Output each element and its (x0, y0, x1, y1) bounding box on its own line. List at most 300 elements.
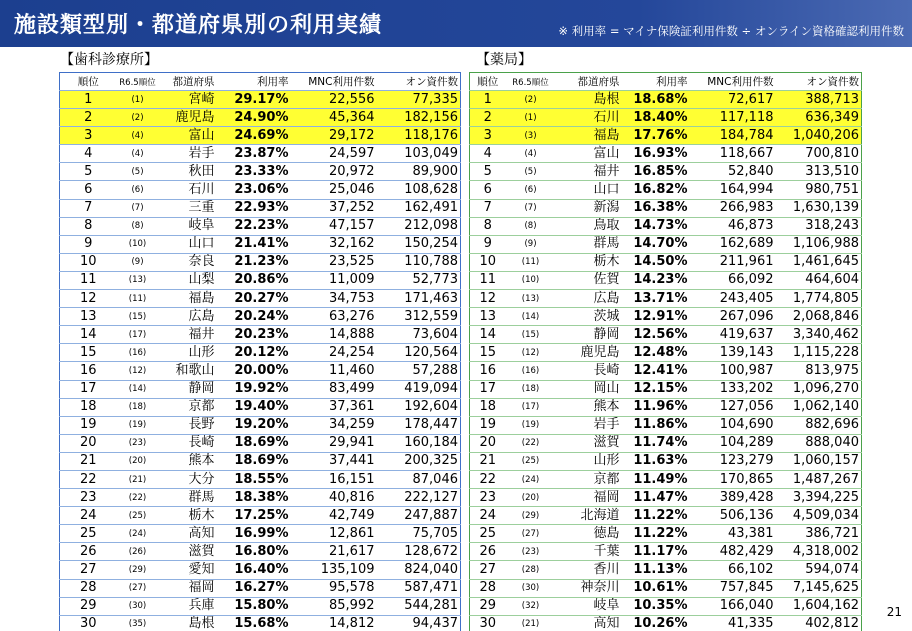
dental-table-header (60, 73, 461, 91)
mnc-count-cell: 24,254 (291, 344, 377, 362)
table-row (60, 271, 461, 289)
rank-cell: 22 (470, 470, 506, 488)
table-row (60, 109, 461, 127)
mnc-count-cell: 66,102 (690, 561, 776, 579)
prev-rank-cell: (14) (117, 380, 159, 398)
onshi-count-cell: 4,318,002 (776, 543, 862, 561)
rate-cell: 18.69% (217, 452, 291, 470)
mnc-count-cell: 506,136 (690, 507, 776, 525)
prev-rank-cell: (12) (506, 344, 556, 362)
header-mnc-count: MNC利用件数 (291, 73, 377, 91)
table-row (470, 380, 862, 398)
prefecture-cell: 福井 (159, 326, 217, 344)
prefecture-cell: 神奈川 (556, 579, 622, 597)
prefecture-cell: 福岡 (556, 489, 622, 507)
prev-rank-cell: (6) (117, 181, 159, 199)
onshi-count-cell: 1,461,645 (776, 253, 862, 271)
table-row (470, 579, 862, 597)
onshi-count-cell: 94,437 (377, 615, 461, 631)
mnc-count-cell: 243,405 (690, 290, 776, 308)
rate-cell: 18.69% (217, 434, 291, 452)
prefecture-cell: 高知 (159, 525, 217, 543)
rate-cell: 22.23% (217, 217, 291, 235)
rate-cell: 24.69% (217, 127, 291, 145)
rate-cell: 20.12% (217, 344, 291, 362)
header-prev-rank: R6.5順位 (506, 73, 556, 91)
onshi-count-cell: 636,349 (776, 109, 862, 127)
prev-rank-cell: (1) (506, 109, 556, 127)
table-row (60, 543, 461, 561)
table-row (470, 109, 862, 127)
rate-cell: 16.40% (217, 561, 291, 579)
prefecture-cell: 高知 (556, 615, 622, 631)
rank-cell: 2 (470, 109, 506, 127)
rate-cell: 16.82% (622, 181, 690, 199)
header-rate: 利用率 (622, 73, 690, 91)
mnc-count-cell: 170,865 (690, 470, 776, 488)
table-row (60, 290, 461, 308)
table-row (60, 181, 461, 199)
mnc-count-cell: 52,840 (690, 163, 776, 181)
prev-rank-cell: (10) (117, 235, 159, 253)
prev-rank-cell: (19) (506, 416, 556, 434)
rate-cell: 19.92% (217, 380, 291, 398)
rate-cell: 16.99% (217, 525, 291, 543)
prefecture-cell: 徳島 (556, 525, 622, 543)
rate-cell: 14.70% (622, 235, 690, 253)
mnc-count-cell: 42,749 (291, 507, 377, 525)
prev-rank-cell: (23) (506, 543, 556, 561)
prefecture-cell: 鹿児島 (556, 344, 622, 362)
rank-cell: 14 (470, 326, 506, 344)
table-row (470, 235, 862, 253)
rate-cell: 12.56% (622, 326, 690, 344)
rate-cell: 13.71% (622, 290, 690, 308)
mnc-count-cell: 139,143 (690, 344, 776, 362)
table-row (470, 561, 862, 579)
rank-cell: 15 (60, 344, 117, 362)
prefecture-cell: 大分 (159, 470, 217, 488)
prev-rank-cell: (15) (506, 326, 556, 344)
rank-cell: 2 (60, 109, 117, 127)
onshi-count-cell: 110,788 (377, 253, 461, 271)
onshi-count-cell: 312,559 (377, 308, 461, 326)
rate-cell: 20.27% (217, 290, 291, 308)
prev-rank-cell: (4) (117, 127, 159, 145)
header-rate: 利用率 (217, 73, 291, 91)
prefecture-cell: 秋田 (159, 163, 217, 181)
mnc-count-cell: 83,499 (291, 380, 377, 398)
prev-rank-cell: (18) (117, 398, 159, 416)
prev-rank-cell: (20) (117, 452, 159, 470)
prev-rank-cell: (20) (506, 489, 556, 507)
rank-cell: 24 (470, 507, 506, 525)
prev-rank-cell: (12) (117, 362, 159, 380)
rank-cell: 3 (470, 127, 506, 145)
onshi-count-cell: 594,074 (776, 561, 862, 579)
prev-rank-cell: (9) (117, 253, 159, 271)
mnc-count-cell: 11,009 (291, 271, 377, 289)
rank-cell: 22 (60, 470, 117, 488)
prefecture-cell: 山形 (556, 452, 622, 470)
rate-cell: 11.47% (622, 489, 690, 507)
rank-cell: 12 (470, 290, 506, 308)
rank-cell: 7 (60, 199, 117, 217)
onshi-count-cell: 1,040,206 (776, 127, 862, 145)
prefecture-cell: 福井 (556, 163, 622, 181)
mnc-count-cell: 757,845 (690, 579, 776, 597)
rate-cell: 23.87% (217, 145, 291, 163)
prev-rank-cell: (15) (117, 308, 159, 326)
mnc-count-cell: 117,118 (690, 109, 776, 127)
rank-cell: 19 (470, 416, 506, 434)
mnc-count-cell: 37,361 (291, 398, 377, 416)
rank-cell: 26 (470, 543, 506, 561)
dental-table (59, 72, 461, 631)
prev-rank-cell: (17) (117, 326, 159, 344)
table-row (470, 163, 862, 181)
mnc-count-cell: 14,888 (291, 326, 377, 344)
rate-cell: 12.15% (622, 380, 690, 398)
prefecture-cell: 広島 (159, 308, 217, 326)
rank-cell: 21 (470, 452, 506, 470)
prev-rank-cell: (8) (506, 217, 556, 235)
rank-cell: 25 (470, 525, 506, 543)
prefecture-cell: 和歌山 (159, 362, 217, 380)
onshi-count-cell: 7,145,625 (776, 579, 862, 597)
prefecture-cell: 岐阜 (159, 217, 217, 235)
mnc-count-cell: 20,972 (291, 163, 377, 181)
prev-rank-cell: (19) (117, 416, 159, 434)
onshi-count-cell: 1,604,162 (776, 597, 862, 615)
rank-cell: 6 (60, 181, 117, 199)
rank-cell: 11 (60, 271, 117, 289)
prev-rank-cell: (2) (117, 109, 159, 127)
table-row (470, 398, 862, 416)
prefecture-cell: 滋賀 (556, 434, 622, 452)
table-row (470, 416, 862, 434)
rank-cell: 30 (470, 615, 506, 631)
table-row (470, 434, 862, 452)
rank-cell: 1 (470, 91, 506, 109)
header-rank: 順位 (470, 73, 506, 91)
prefecture-cell: 奈良 (159, 253, 217, 271)
prefecture-cell: 島根 (159, 615, 217, 631)
table-row (470, 452, 862, 470)
onshi-count-cell: 2,068,846 (776, 308, 862, 326)
rank-cell: 26 (60, 543, 117, 561)
prefecture-cell: 北海道 (556, 507, 622, 525)
rate-cell: 18.55% (217, 470, 291, 488)
rate-cell: 21.41% (217, 235, 291, 253)
prev-rank-cell: (13) (506, 290, 556, 308)
table-row (60, 91, 461, 109)
mnc-count-cell: 16,151 (291, 470, 377, 488)
table-row (470, 253, 862, 271)
prev-rank-cell: (28) (506, 561, 556, 579)
onshi-count-cell: 388,713 (776, 91, 862, 109)
rate-cell: 23.06% (217, 181, 291, 199)
table-row (60, 579, 461, 597)
prev-rank-cell: (17) (506, 398, 556, 416)
mnc-count-cell: 37,441 (291, 452, 377, 470)
prev-rank-cell: (16) (117, 344, 159, 362)
header-prefecture: 都道府県 (159, 73, 217, 91)
prev-rank-cell: (14) (506, 308, 556, 326)
rank-cell: 7 (470, 199, 506, 217)
rate-cell: 12.91% (622, 308, 690, 326)
table-row (60, 416, 461, 434)
rank-cell: 20 (60, 434, 117, 452)
mnc-count-cell: 45,364 (291, 109, 377, 127)
onshi-count-cell: 89,900 (377, 163, 461, 181)
mnc-count-cell: 41,335 (690, 615, 776, 631)
prev-rank-cell: (2) (506, 91, 556, 109)
prev-rank-cell: (35) (117, 615, 159, 631)
prefecture-cell: 熊本 (159, 452, 217, 470)
rank-cell: 16 (60, 362, 117, 380)
prefecture-cell: 静岡 (556, 326, 622, 344)
mnc-count-cell: 23,525 (291, 253, 377, 271)
rate-cell: 18.38% (217, 489, 291, 507)
rate-cell: 17.25% (217, 507, 291, 525)
rank-cell: 10 (470, 253, 506, 271)
prev-rank-cell: (13) (117, 271, 159, 289)
rate-cell: 16.38% (622, 199, 690, 217)
onshi-count-cell: 171,463 (377, 290, 461, 308)
prefecture-cell: 山口 (556, 181, 622, 199)
mnc-count-cell: 100,987 (690, 362, 776, 380)
mnc-count-cell: 12,861 (291, 525, 377, 543)
pharmacy-section-label: 【薬局】 (476, 52, 532, 68)
rank-cell: 13 (470, 308, 506, 326)
mnc-count-cell: 419,637 (690, 326, 776, 344)
rate-cell: 10.35% (622, 597, 690, 615)
onshi-count-cell: 3,394,225 (776, 489, 862, 507)
table-row (60, 507, 461, 525)
prefecture-cell: 滋賀 (159, 543, 217, 561)
rank-cell: 21 (60, 452, 117, 470)
table-row (60, 253, 461, 271)
prev-rank-cell: (32) (506, 597, 556, 615)
prefecture-cell: 栃木 (556, 253, 622, 271)
rate-cell: 11.17% (622, 543, 690, 561)
mnc-count-cell: 211,961 (690, 253, 776, 271)
mnc-count-cell: 63,276 (291, 308, 377, 326)
rank-cell: 8 (60, 217, 117, 235)
prefecture-cell: 岡山 (556, 380, 622, 398)
prev-rank-cell: (11) (117, 290, 159, 308)
prefecture-cell: 山形 (159, 344, 217, 362)
prefecture-cell: 島根 (556, 91, 622, 109)
mnc-count-cell: 389,428 (690, 489, 776, 507)
table-row (60, 199, 461, 217)
prefecture-cell: 長野 (159, 416, 217, 434)
rank-cell: 14 (60, 326, 117, 344)
rate-cell: 18.68% (622, 91, 690, 109)
onshi-count-cell: 247,887 (377, 507, 461, 525)
rank-cell: 18 (60, 398, 117, 416)
mnc-count-cell: 162,689 (690, 235, 776, 253)
rate-cell: 11.86% (622, 416, 690, 434)
mnc-count-cell: 135,109 (291, 561, 377, 579)
rank-cell: 17 (60, 380, 117, 398)
mnc-count-cell: 123,279 (690, 452, 776, 470)
onshi-count-cell: 882,696 (776, 416, 862, 434)
prefecture-cell: 石川 (556, 109, 622, 127)
rate-cell: 18.40% (622, 109, 690, 127)
onshi-count-cell: 128,672 (377, 543, 461, 561)
onshi-count-cell: 222,127 (377, 489, 461, 507)
rank-cell: 3 (60, 127, 117, 145)
onshi-count-cell: 118,176 (377, 127, 461, 145)
rate-cell: 16.93% (622, 145, 690, 163)
mnc-count-cell: 266,983 (690, 199, 776, 217)
onshi-count-cell: 402,812 (776, 615, 862, 631)
onshi-count-cell: 182,156 (377, 109, 461, 127)
rank-cell: 16 (470, 362, 506, 380)
mnc-count-cell: 29,941 (291, 434, 377, 452)
prev-rank-cell: (27) (506, 525, 556, 543)
prev-rank-cell: (7) (506, 199, 556, 217)
rate-cell: 20.00% (217, 362, 291, 380)
onshi-count-cell: 1,487,267 (776, 470, 862, 488)
prefecture-cell: 栃木 (159, 507, 217, 525)
prev-rank-cell: (22) (506, 434, 556, 452)
rank-cell: 1 (60, 91, 117, 109)
onshi-count-cell: 1,060,157 (776, 452, 862, 470)
prefecture-cell: 福岡 (159, 579, 217, 597)
rate-cell: 14.50% (622, 253, 690, 271)
rank-cell: 20 (470, 434, 506, 452)
mnc-count-cell: 118,667 (690, 145, 776, 163)
mnc-count-cell: 40,816 (291, 489, 377, 507)
table-row (60, 362, 461, 380)
mnc-count-cell: 29,172 (291, 127, 377, 145)
prefecture-cell: 岩手 (159, 145, 217, 163)
prev-rank-cell: (8) (117, 217, 159, 235)
rank-cell: 24 (60, 507, 117, 525)
rate-cell: 19.40% (217, 398, 291, 416)
onshi-count-cell: 700,810 (776, 145, 862, 163)
onshi-count-cell: 150,254 (377, 235, 461, 253)
onshi-count-cell: 212,098 (377, 217, 461, 235)
rank-cell: 28 (60, 579, 117, 597)
table-row (60, 344, 461, 362)
onshi-count-cell: 178,447 (377, 416, 461, 434)
mnc-count-cell: 47,157 (291, 217, 377, 235)
rate-cell: 20.23% (217, 326, 291, 344)
table-row (470, 271, 862, 289)
pharmacy-table-body (470, 91, 862, 631)
pharmacy-table (469, 72, 862, 631)
rate-cell: 16.80% (217, 543, 291, 561)
table-row (60, 561, 461, 579)
rank-cell: 12 (60, 290, 117, 308)
mnc-count-cell: 95,578 (291, 579, 377, 597)
rank-cell: 29 (470, 597, 506, 615)
prefecture-cell: 佐賀 (556, 271, 622, 289)
prev-rank-cell: (26) (117, 543, 159, 561)
rank-cell: 30 (60, 615, 117, 631)
table-row (470, 217, 862, 235)
onshi-count-cell: 1,106,988 (776, 235, 862, 253)
rate-cell: 16.27% (217, 579, 291, 597)
rate-cell: 11.49% (622, 470, 690, 488)
mnc-count-cell: 32,162 (291, 235, 377, 253)
prefecture-cell: 福島 (556, 127, 622, 145)
table-row (60, 163, 461, 181)
rate-cell: 11.63% (622, 452, 690, 470)
prev-rank-cell: (9) (506, 235, 556, 253)
rank-cell: 11 (470, 271, 506, 289)
mnc-count-cell: 482,429 (690, 543, 776, 561)
mnc-count-cell: 24,597 (291, 145, 377, 163)
rate-cell: 14.23% (622, 271, 690, 289)
table-row (470, 199, 862, 217)
onshi-count-cell: 313,510 (776, 163, 862, 181)
prefecture-cell: 静岡 (159, 380, 217, 398)
rank-cell: 27 (60, 561, 117, 579)
prefecture-cell: 石川 (159, 181, 217, 199)
prefecture-cell: 長崎 (556, 362, 622, 380)
prev-rank-cell: (21) (506, 615, 556, 631)
rate-cell: 11.74% (622, 434, 690, 452)
prefecture-cell: 香川 (556, 561, 622, 579)
prev-rank-cell: (5) (117, 163, 159, 181)
rank-cell: 28 (470, 579, 506, 597)
rank-cell: 8 (470, 217, 506, 235)
prev-rank-cell: (23) (117, 434, 159, 452)
onshi-count-cell: 1,062,140 (776, 398, 862, 416)
rate-cell: 12.41% (622, 362, 690, 380)
prev-rank-cell: (24) (506, 470, 556, 488)
rate-cell: 11.22% (622, 525, 690, 543)
rank-cell: 29 (60, 597, 117, 615)
rank-cell: 4 (470, 145, 506, 163)
prefecture-cell: 京都 (159, 398, 217, 416)
table-row (60, 326, 461, 344)
page-title: 施設類型別・都道府県別の利用実績 (14, 13, 383, 38)
mnc-count-cell: 43,381 (690, 525, 776, 543)
rate-cell: 23.33% (217, 163, 291, 181)
onshi-count-cell: 108,628 (377, 181, 461, 199)
header-prefecture: 都道府県 (556, 73, 622, 91)
prev-rank-cell: (29) (117, 561, 159, 579)
rank-cell: 10 (60, 253, 117, 271)
mnc-count-cell: 25,046 (291, 181, 377, 199)
rank-cell: 19 (60, 416, 117, 434)
onshi-count-cell: 57,288 (377, 362, 461, 380)
mnc-count-cell: 34,259 (291, 416, 377, 434)
mnc-count-cell: 21,617 (291, 543, 377, 561)
rate-cell: 15.68% (217, 615, 291, 631)
rate-cell: 20.86% (217, 271, 291, 289)
prefecture-cell: 鹿児島 (159, 109, 217, 127)
prefecture-cell: 京都 (556, 470, 622, 488)
rate-cell: 22.93% (217, 199, 291, 217)
prev-rank-cell: (16) (506, 362, 556, 380)
onshi-count-cell: 192,604 (377, 398, 461, 416)
title-bar (0, 0, 912, 47)
table-row (470, 290, 862, 308)
prefecture-cell: 茨城 (556, 308, 622, 326)
rank-cell: 15 (470, 344, 506, 362)
rate-cell: 11.96% (622, 398, 690, 416)
table-row (470, 362, 862, 380)
rank-cell: 25 (60, 525, 117, 543)
mnc-count-cell: 46,873 (690, 217, 776, 235)
